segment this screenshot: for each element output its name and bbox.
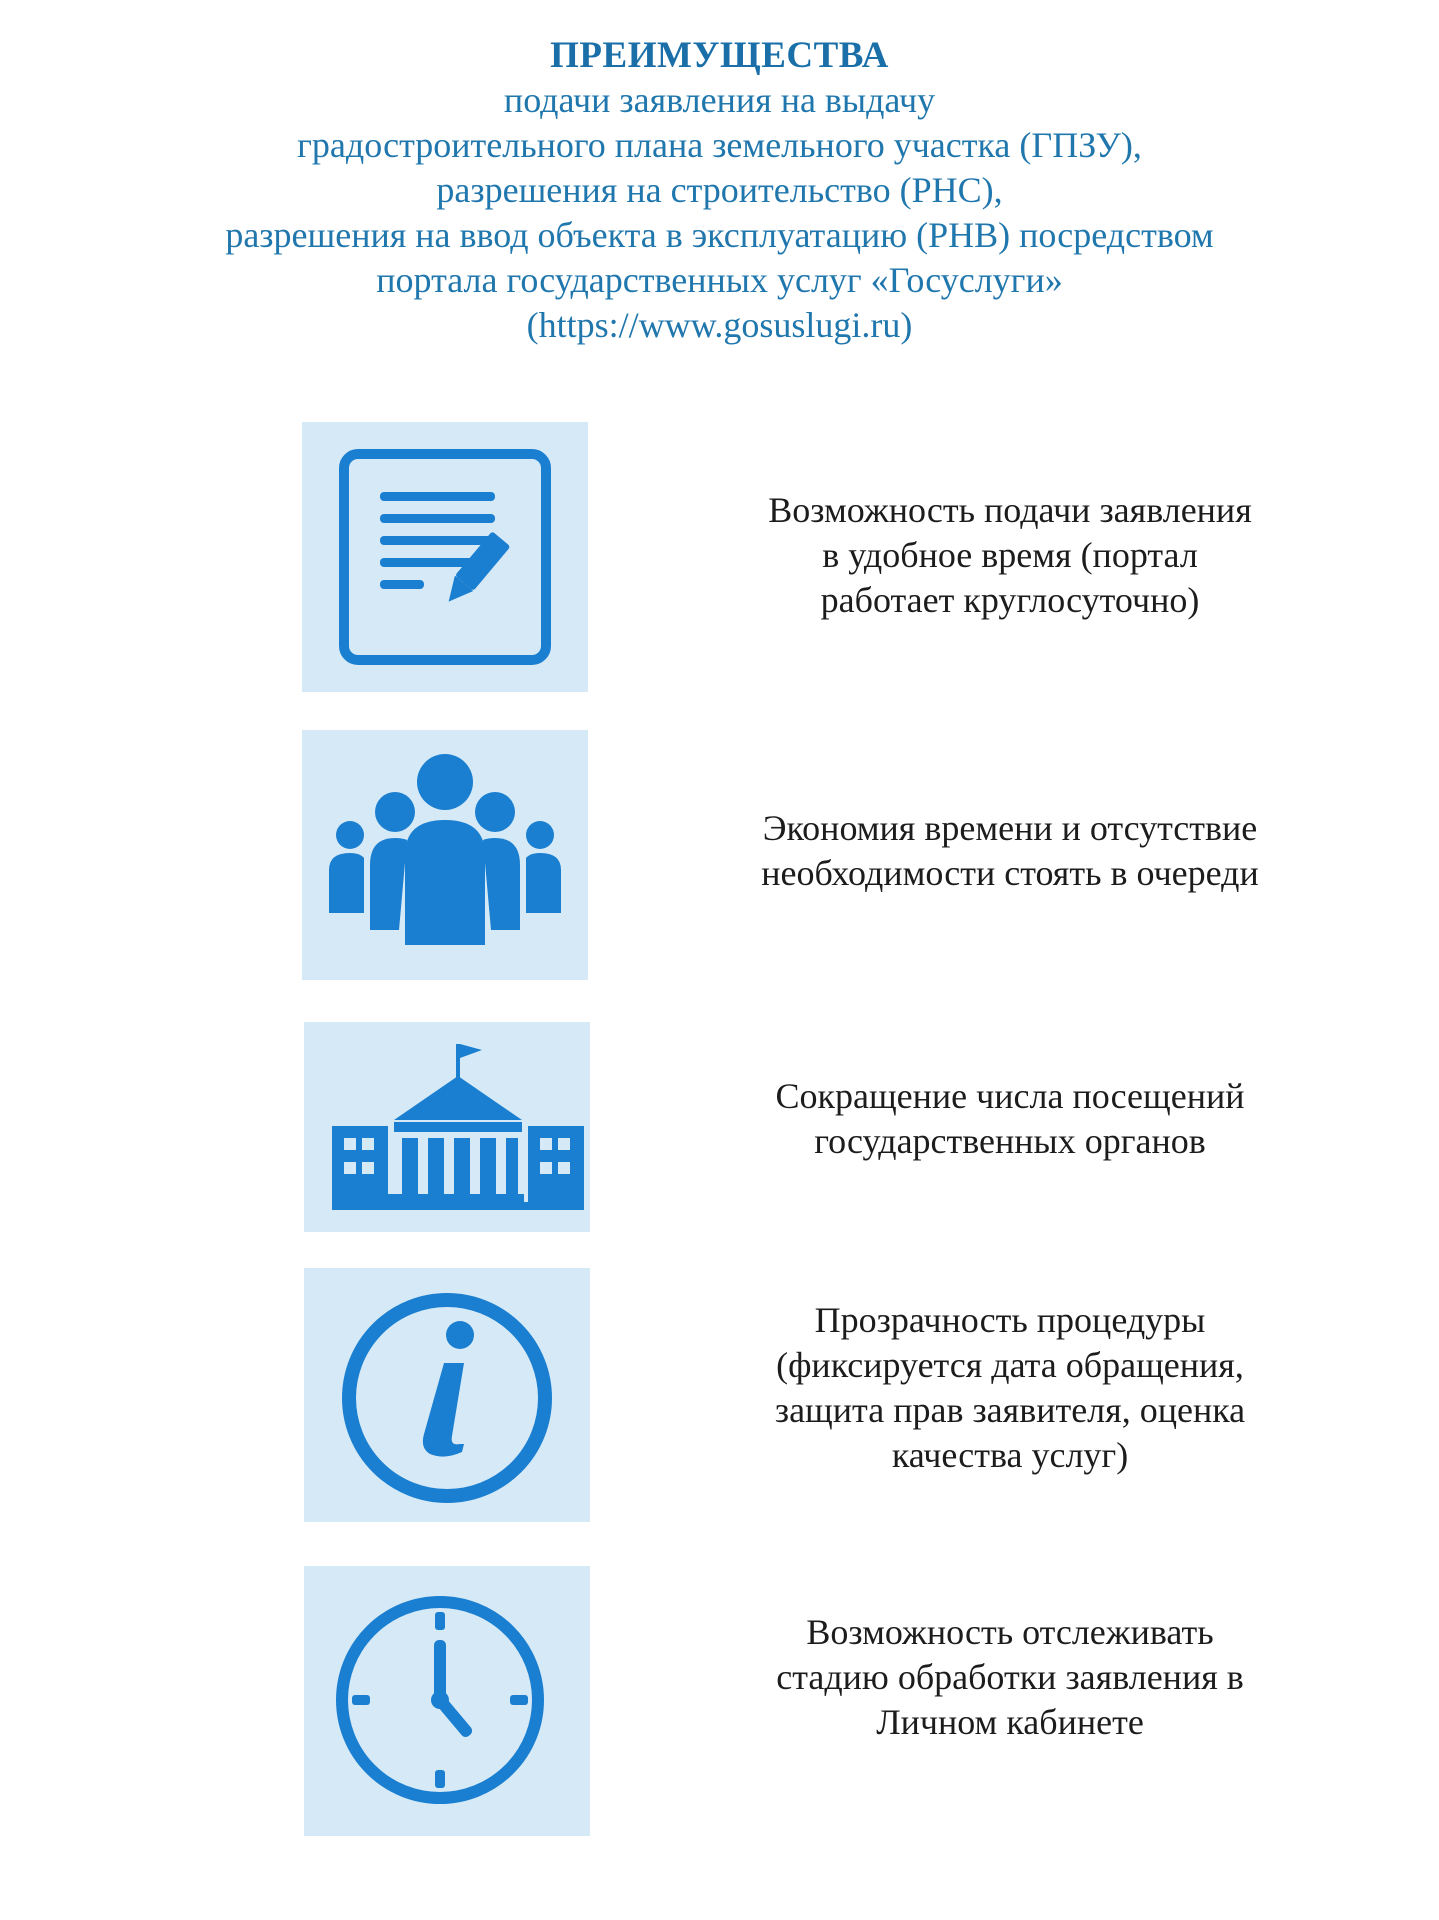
subtitle-line: разрешения на строительство (РНС), [436, 170, 1003, 210]
benefit-3-icon-tile [304, 1022, 590, 1232]
page-title: ПРЕИМУЩЕСТВА [550, 35, 889, 76]
benefit-1-text: Возможность подачи заявления в удобное время (портал работает круглосуточно) [768, 490, 1252, 620]
benefit-2-icon-tile [302, 730, 588, 980]
benefit-5-icon-tile [304, 1566, 590, 1836]
info-icon [304, 1268, 590, 1522]
subtitle-line: подачи заявления на выдачу [503, 80, 936, 120]
subtitle-line: разрешения на ввод объекта в эксплуатацию (РНВ) посредством [225, 215, 1214, 255]
clock-icon [304, 1566, 590, 1836]
benefit-2-text: Экономия времени и отсутствие необходимости стоять в очереди [761, 808, 1259, 893]
subtitle-line: портала государственных услуг «Госуслуги» [376, 260, 1063, 300]
people-group-icon [302, 730, 588, 980]
benefit-3-text: Сокращение числа посещений государственных органов [775, 1076, 1245, 1161]
page-header [0, 34, 1439, 348]
document-pencil-icon [302, 422, 588, 692]
subtitle-link: (https://www.gosuslugi.ru) [526, 305, 913, 345]
benefit-4-text: Прозрачность процедуры (фиксируется дата обращения, защита прав заявителя, оценка качества услуг) [774, 1300, 1246, 1475]
government-building-icon [304, 1022, 590, 1232]
benefit-1-icon-tile [302, 422, 588, 692]
benefit-4-icon-tile [304, 1268, 590, 1522]
benefit-5-text: Возможность отслеживать стадию обработки заявления в Личном кабинете [776, 1612, 1244, 1742]
subtitle-line: градостроительного плана земельного участка (ГПЗУ), [297, 125, 1142, 165]
